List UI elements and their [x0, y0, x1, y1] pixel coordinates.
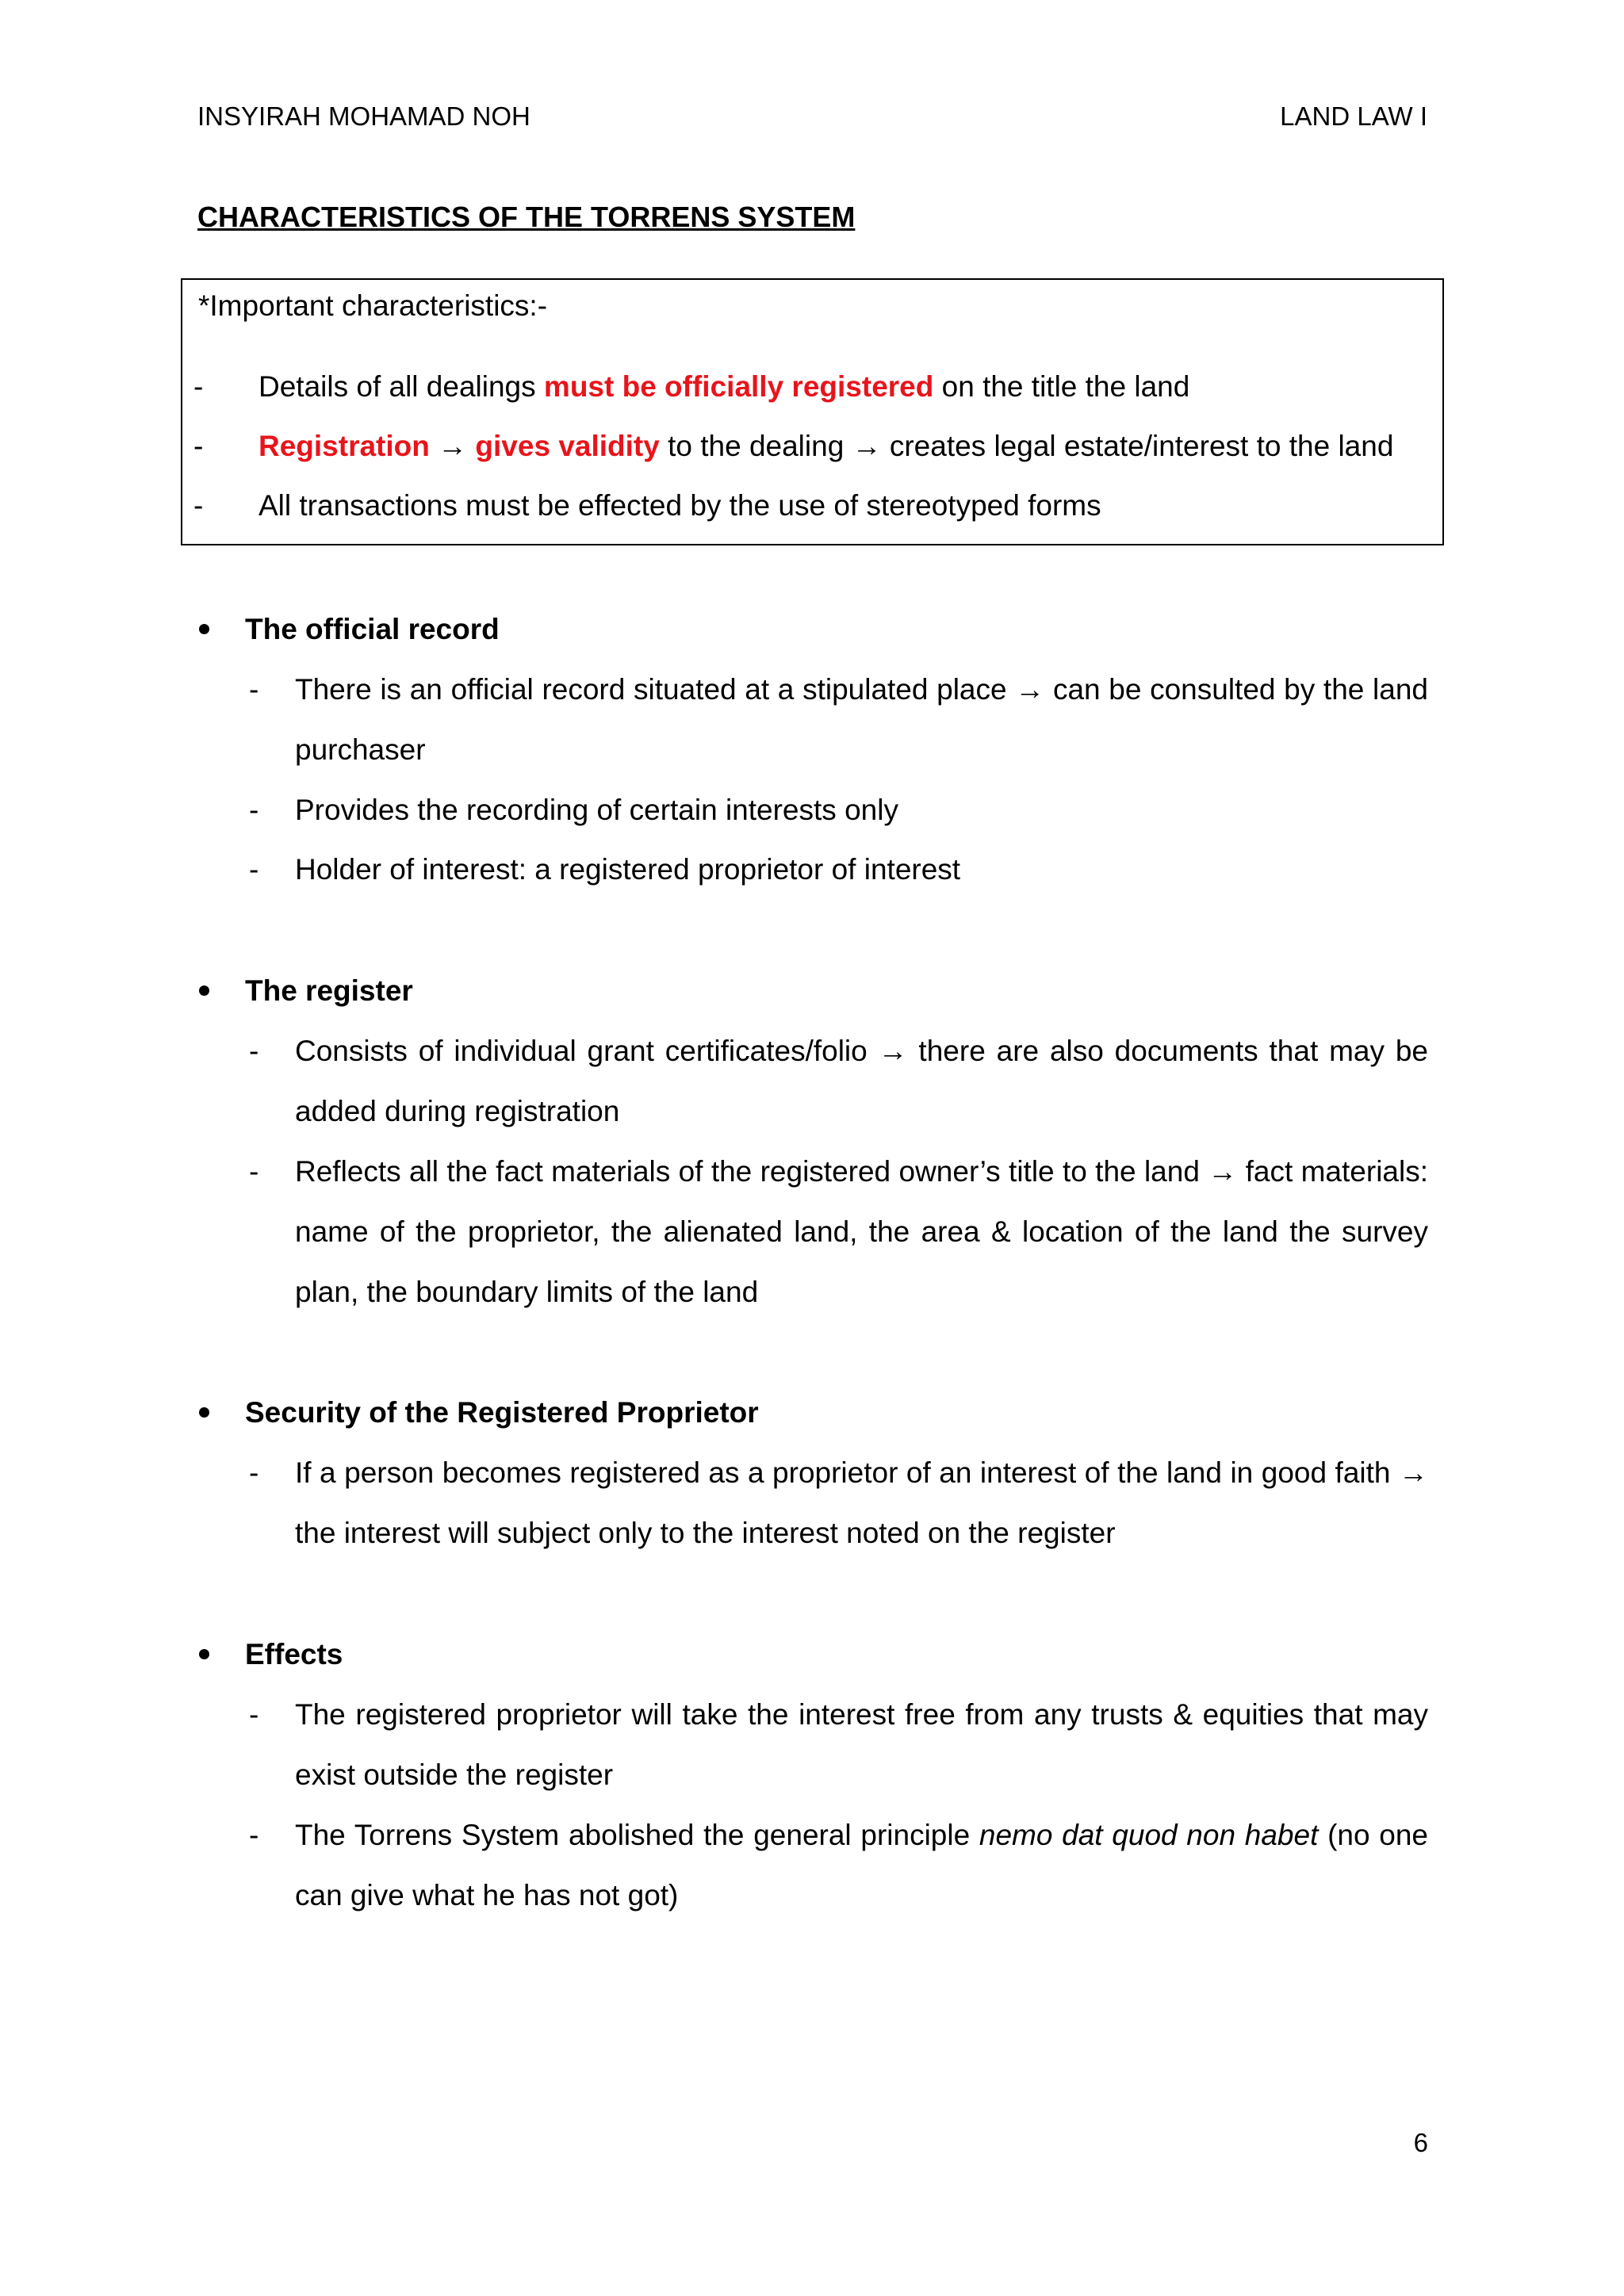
dash: -	[249, 1698, 259, 1731]
dash: -	[249, 794, 259, 826]
list-item: There is an official record situated at a stipulated place → can be consulted by the land purchaser	[295, 673, 1428, 766]
box-line-1-after: on the title the land	[933, 370, 1190, 403]
section-heading-register: The register	[245, 974, 413, 1007]
box-line-1-before: Details of all dealings	[259, 370, 544, 403]
dash: -	[193, 430, 204, 462]
dash: -	[193, 370, 204, 403]
dash: -	[249, 1155, 259, 1188]
section-heading-security: Security of the Registered Proprietor	[245, 1396, 759, 1429]
list-item-nemo-dat	[295, 1805, 1428, 1926]
important-characteristics-box	[181, 278, 1444, 545]
dash: -	[249, 1035, 259, 1067]
dash: -	[249, 853, 259, 886]
box-line-2-registration: Registration	[259, 430, 430, 462]
box-intro: *Important characteristics:-	[198, 289, 548, 322]
list-item: Holder of interest: a registered proprietor of interest	[295, 853, 961, 886]
list-item: Reflects all the fact materials of the registered owner’s title to the land → fact materials: name of the proprietor, the alienated land, the area & location of the land the survey plan, the boundary limits of the land	[295, 1155, 1428, 1308]
list-item: The registered proprietor will take the interest free from any trusts & equities that may exist outside the register	[295, 1698, 1428, 1791]
dash: -	[249, 1456, 259, 1489]
page-title: CHARACTERISTICS OF THE TORRENS SYSTEM	[197, 201, 856, 233]
dash: -	[249, 1819, 259, 1851]
section-heading-effects: Effects	[245, 1638, 343, 1670]
bullet-icon	[199, 624, 209, 634]
bullet-icon	[199, 1407, 209, 1418]
box-line-2-after: creates legal estate/interest to the land	[881, 430, 1394, 462]
box-line-2-gives-validity: gives validity	[475, 430, 660, 462]
list-item-after: (no one can give what he has not got)	[295, 1819, 1428, 1911]
list-item: Consists of individual grant certificates/folio → there are also documents that may be added during registration	[295, 1035, 1428, 1127]
page-number: 6	[1413, 2128, 1428, 2157]
section-heading-official-record: The official record	[245, 613, 500, 645]
box-line-2-middle: to the dealing	[659, 430, 852, 462]
list-item: If a person becomes registered as a proprietor of an interest of the land in good faith → the interest will subject only to the interest noted on the register	[295, 1456, 1428, 1549]
box-line-1-highlight: must be officially registered	[543, 370, 934, 403]
dash: -	[249, 673, 259, 706]
list-item: Provides the recording of certain interests only	[295, 794, 898, 826]
list-item-before: The Torrens System abolished the general principle	[295, 1819, 979, 1851]
bullet-icon	[199, 1649, 209, 1659]
bullet-icon	[199, 985, 209, 996]
header-course: LAND LAW I	[1280, 101, 1427, 131]
dash: -	[193, 489, 204, 522]
box-line-3-text: All transactions must be effected by the use of stereotyped forms	[259, 489, 1101, 522]
arrow-right-icon: →	[429, 430, 476, 462]
header-author: INSYIRAH MOHAMAD NOH	[197, 101, 530, 131]
latin-phrase: nemo dat quod non habet	[979, 1819, 1319, 1851]
arrow-right-icon: →	[852, 430, 882, 462]
